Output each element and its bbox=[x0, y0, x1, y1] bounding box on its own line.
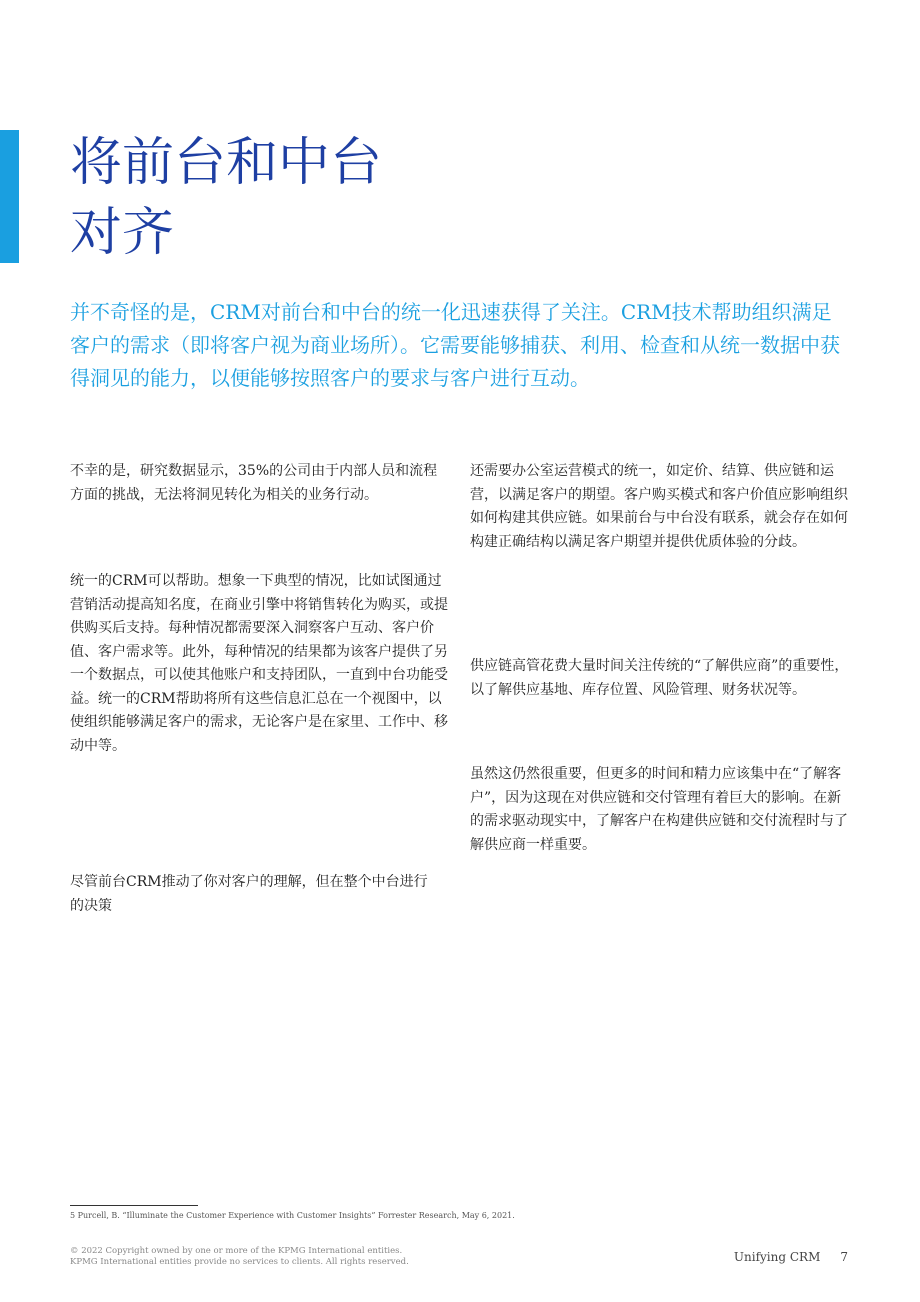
left-paragraph-1: 不幸的是，研究数据显示，35%的公司由于内部人员和流程方面的挑战，无法将洞见转化为相关的业务行动。 bbox=[70, 463, 438, 503]
left-paragraph-2: 统一的CRM可以帮助。想象一下典型的情况，比如试图通过营销活动提高知名度，在商业引擎中将销售转化为购买，或提供购买后支持。每种情况都需要深入洞察客户互动、客户价值、客户需求等。此外，每种情况的结果都为该客户提供了另一个数据点，可以使其他账户和支持团队，一直到中台功能受益。统一的CRM帮助将所有这些信息汇总在一个视图中，以使组织能够满足客户的需求，无论客户是在家里、工作中、移动中等。 bbox=[70, 573, 448, 754]
page-footer bbox=[734, 1249, 848, 1265]
footnote: 5 Purcell, B. “Illuminate the Customer Experience with Customer Insights” Forrester Research, May 6, 2021. bbox=[70, 1211, 515, 1220]
right-paragraph-3: 虽然这仍然很重要，但更多的时间和精力应该集中在“了解客户”，因为这现在对供应链和交付管理有着巨大的影响。在新的需求驱动现实中，了解客户在构建供应链和交付流程时与了解供应商一样重要。 bbox=[470, 766, 848, 853]
copyright-line-1: © 2022 Copyright owned by one or more of the KPMG International entities. bbox=[70, 1246, 403, 1256]
right-paragraph-1: 还需要办公室运营模式的统一，如定价、结算、供应链和运营，以满足客户的期望。客户购买模式和客户价值应影响组织如何构建其供应链。如果前台与中台没有联系，就会存在如何构建正确结构以满足客户期望并提供优质体验的分歧。 bbox=[470, 463, 848, 550]
left-paragraph-3: 尽管前台CRM推动了你对客户的理解，但在整个中台进行的决策 bbox=[70, 874, 428, 914]
page-title bbox=[70, 128, 670, 268]
copyright-line-2: KPMG International entities provide no services to clients. All rights reserved. bbox=[70, 1256, 409, 1267]
document-title: Unifying CRM bbox=[733, 1250, 821, 1264]
footnote-divider bbox=[70, 1205, 198, 1206]
page-title-line-2: 对齐 bbox=[70, 203, 175, 263]
lead-paragraph: 并不奇怪的是，CRM对前台和中台的统一化迅速获得了关注。CRM技术帮助组织满足客户的需求（即将客户视为商业场所）。它需要能够捕获、利用、检查和从统一数据中获得洞见的能力，以便能够按照客户的要求与客户进行互动。 bbox=[70, 300, 840, 390]
page-title-line-1: 将前台和中台 bbox=[70, 133, 383, 193]
page-number: 7 bbox=[840, 1250, 848, 1264]
accent-bar bbox=[0, 130, 19, 263]
copyright-notice bbox=[70, 1246, 570, 1267]
right-paragraph-2: 供应链高管花费大量时间关注传统的“了解供应商”的重要性，以了解供应基地、库存位置、风险管理、财务状况等。 bbox=[470, 658, 849, 698]
